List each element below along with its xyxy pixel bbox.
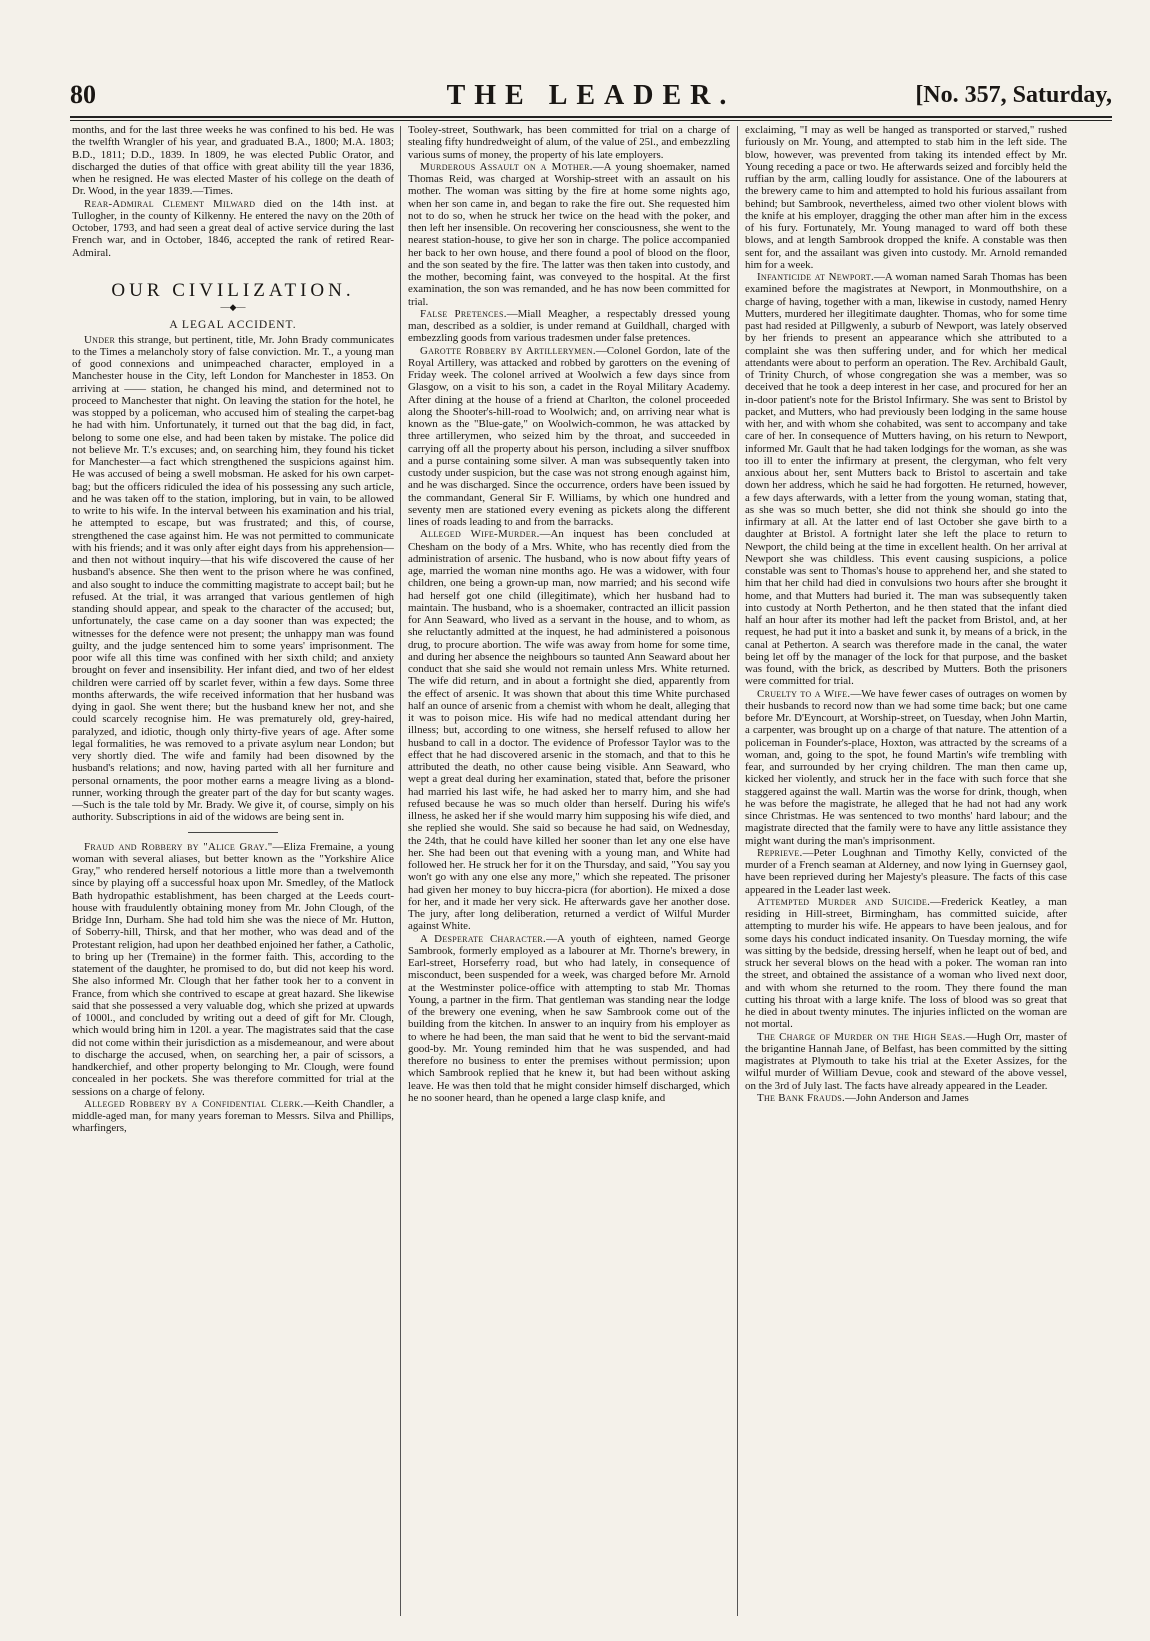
article-text: —Miall Meagher, a respectably dressed young man, described as a soldier, is under remand at Guildhall, charged with embezzling goods from various tradesmen under false pretences. bbox=[408, 307, 730, 345]
article-paragraph bbox=[72, 1098, 394, 1135]
column-divider bbox=[737, 126, 738, 1616]
article-text: —An inquest has been concluded at Chesham on the body of a Mrs. White, who has recently died from the administration of arsenic. The husband, who is now about fifty years of age, married the woman nine months ago. He was a widower, with four children, one being a grown-up man, now married; and his second wife had herself got one child (illegitimate), which her husband had to maintain. The husband, who is a shoemaker, contracted an illicit passion for Ann Seaward, who lived as a servant in the house, and to whom, as she reluctantly admitted at the inquest, he had administered a poisonous drug, to procure abortion. The wife was away from home for some time, and during her absence the neighbours so taunted Ann Seaward about her conduct that she said she would not remain unless Mrs. White returned. The wife did return, and in about a fortnight she died, apparently from the effect of arsenic. It was shown that about this time White purchased half an ounce of arsenic from a chemist with whom he dealt, alleging that it was to poison mice. His wife had no medical attendant during her illness; but, according to one witness, she herself refused to allow her husband to call in a doctor. The evidence of Professor Taylor was to the effect that he had discovered arsenic in the stomach, and that to this he attributed the death, no other cause being visible. Ann Seaward, who wept a great deal during her examination, stated that, before the prisoner had married his last wife, he had asked her to marry him, and she had refused because he was so much older than herself. During his wife's illness, he asked her if she would marry him supposing his wife died, and she replied she would. She said so because he had said, on Wednesday, the 24th, that he could have killed her sooner than let any one else have her. She had been out that evening with a young man, and White had followed her. He struck her for it on the Thursday, and said, "You say you won't go with any one else any more," which she repeated. The prisoner had given her money to buy hiccra-picra (for abortion). He mixed a dose for her, and it made her very sick. He afterwards gave her another dose. The jury, after long deliberation, returned a verdict of Wilful Murder against White. bbox=[408, 528, 730, 933]
masthead-title: THE LEADER. bbox=[446, 80, 736, 111]
article-text: —Hugh Orr, master of the brigantine Hannah Jane, of Belfast, has been committed by the sitting magistrates at Plymouth to take his trial at the Exeter Assizes, for the wilful murder of William Devue, cook and steward of the above vessel, on the 3rd of July last. The facts have already appeared in the Leader. bbox=[745, 1030, 1067, 1092]
header-rule bbox=[70, 116, 1112, 118]
article-heading: False Pretences. bbox=[420, 307, 507, 320]
section-title: OUR CIVILIZATION. bbox=[111, 279, 355, 301]
article-paragraph bbox=[745, 847, 1067, 896]
issue-label: [No. 357, Saturday, bbox=[915, 82, 1112, 108]
article-heading: Murderous Assault on a Mother. bbox=[420, 160, 593, 173]
article-paragraph bbox=[408, 345, 730, 529]
header-rule-thin bbox=[70, 120, 1112, 121]
article-paragraph bbox=[72, 841, 394, 1098]
page-header bbox=[70, 80, 1112, 114]
article-paragraph: exclaiming, "I may as well be hanged as transported or starved," rushed furiously on Mr. Young, and attempted to stab him in the left side. The blow, however, was prevented from taking its intended effect by Mr. Young receding a pace or two. He afterwards seized and forcibly held the ruffian by the arm, calling loudly for assistance. One of the labourers at the brewery came to him and attempted to hold his furious assailant from behind; but Sambrook, nevertheless, aimed two other violent blows with the knife at his employer, dragging the other man after him in the excess of his fury. Fortunately, Mr. Young managed to ward off both these blows, and at length Sambrook dropped the knife. A constable was then sent for, and the assailant was given into custody. Mr. Arnold remanded him for a week. bbox=[745, 124, 1067, 271]
article-heading: Infanticide at Newport. bbox=[757, 271, 875, 283]
article-text: —John Anderson and James bbox=[845, 1091, 969, 1104]
article-subheading: A LEGAL ACCIDENT. bbox=[169, 319, 297, 332]
article-heading: The Bank Frauds. bbox=[757, 1091, 846, 1104]
article-text: —Colonel Gordon, late of the Royal Artillery, was attacked and robbed by garotters on the evening of Friday week. The colonel arrived at Woolwich a few days since from Glasgow, on a visit to his son, a cadet in the Royal Military Academy. After dining at the house of a friend at Charlton, the colonel proceeded along the Shooter's-hill-road to Woolwich; and, on arriving near what is known as the "Blue-gate," on Woolwich-common, he was attacked by three artillerymen, who seized him by the throat, and succeeded in carrying off all the property about his person, including a silver snuffbox and a purse containing some silver. A man was subsequently taken into custody under suspicion, but the case was not strong enough against him, and he was discharged. Since the occurrence, orders have been issued by the commandant, General Sir F. Williams, by which one hundred and seventy men are stationed every evening as pickets along the different lines of roads leading to and from the barracks. bbox=[408, 344, 730, 528]
column-2 bbox=[408, 124, 730, 1619]
article-text: —Peter Loughnan and Timothy Kelly, convicted of the murder of a French seaman at Alderney, and now lying in Guernsey gaol, have been reprieved during her Majesty's pleasure. The facts of this case appeared in the Leader last week. bbox=[745, 846, 1067, 896]
column-1 bbox=[72, 124, 394, 1619]
article-heading: Under bbox=[84, 333, 116, 346]
article-text: —A woman named Sarah Thomas has been examined before the magistrates at Newport, in Monmouthshire, on a charge of having, together with a man, likewise in custody, named Henry Mutters, murdered her illegitimate daughter. Thomas, who for some time past had resided at Pillgwenly, a suburb of Newport, was lately observed by her friends to present an appearance which she attributed to a complaint she was then suffering under, and for which her medical attendants were about to perform an operation. The Rev. Archibald Gault, of Trinity Church, of whose congregation she was a member, was so deceived that he took a deep interest in her case, and procured for her an in-door patient's note for the Bristol Infirmary. She was sent to Bristol by packet, and Mutters, who had previously been lodging in the same house with her, and with whom she cohabited, was sent to accompany and take care of her. In consequence of Mutters having, on his return to Newport, informed Mr. Gault that he had taken lodgings for the woman, as she was too ill to enter the infirmary at present, the clergyman, who felt very anxious about her, sent Mutters back to Bristol to ascertain and take down her address, which he said he had forgotten. He returned, however, a few days afterwards, with a letter from the young woman, stating that, as she was so much better, she did not think she should go into the infirmary at all. At the latter end of last October she gave birth to a daughter at Bristol. A fortnight later she left the place to return to Newport, the child being at the time in excellent health. On her arrival at Newport she was childless. This event causing suspicions, a police constable was sent to Thomas's house to apprehend her, and she stated to him that her child had died in convulsions two hours after she brought it home, and that Mutters had buried it. The man was subsequently taken into custody at North Petherton, and he then stated that the infant died half an hour after its mother had left the packet from Bristol, and, at her request, he had put it into a basket and sunk it, by means of a brick, in the canal at Petherton. A search was therefore made in the canal, the water being let off by the manager of the lock for that purpose, and the basket was found, with the brick, as described by Mutters. Both the prisoners were committed for trial. bbox=[745, 271, 1067, 688]
page-number: 80 bbox=[70, 80, 96, 109]
article-paragraph bbox=[408, 161, 730, 308]
article-heading: Garotte Robbery by Artillerymen. bbox=[420, 344, 596, 357]
article-text: —A young shoemaker, named Thomas Reid, was charged at Worship-street with an assault on his mother. The woman was sitting by the fire at home some nights ago, when her son came in, and began to rake the fire out. She requested him not to do so, when he struck her twice on the head with the poker, and then left her insensible. On recovering her consciousness, she went to the nearest station-house, to give her son in charge. The police accompanied her back to her own house, and there found a pool of blood on the floor, and the son seated by the fire. The latter was then taken into custody, and the mother, becoming faint, was conveyed to the hospital. At the first examination, the son was remanded, and he has now been committed for trial. bbox=[408, 160, 730, 308]
column-3 bbox=[745, 124, 1067, 1619]
article-paragraph: months, and for the last three weeks he was confined to his bed. He was the twelfth Wrangler of his year, and graduated B.A., 1800; M.A. 1803; B.D., 1811; D.D., 1839. In 1809, he was elected Public Orator, and discharged the duties of that office with great ability till the year 1836, when he resigned. He was elected Master of his college on the death of Dr. Wood, in the year 1839.—Times. bbox=[72, 124, 394, 198]
article-text: —A youth of eighteen, named George Sambrook, formerly employed as a labourer at Mr. Thorne's brewery, in Earl-street, Horseferry road, but who had lately, in consequence of misconduct, been suspended for a week, was charged before Mr. Arnold at the Westminster police-office with attempting to stab Mr. Thomas Young, a partner in the firm. That gentleman was standing near the lodge of the brewery one evening, when he saw Sambrook come out of the building from the kitchen. In answer to an inquiry from his employer as to where he had been, the man said that he went to bid the servant-maid good-by. Mr. Young reminded him that he was suspended, and had therefore no business to enter the premises without permission; upon which Sambrook replied that he knew it, but had been without asking leave. He was then told that he might consider himself discharged, which he no sooner heard, than he opened a large clasp knife, and bbox=[408, 932, 730, 1104]
article-text: died on the 14th inst. at Tullogher, in the county of Kilkenny. He entered the navy on the 20th of October, 1793, and had seen a great deal of active service during the last French war, and in October, 1846, accepted the rank of retired Rear-Admiral. bbox=[72, 197, 394, 259]
article-paragraph bbox=[745, 688, 1067, 847]
article-heading: Alleged Wife-Murder. bbox=[420, 528, 540, 541]
article-paragraph bbox=[408, 528, 730, 932]
article-text: —We have fewer cases of outrages on women by their husbands to record now than we had some time back; but one came before Mr. D'Eyncourt, at Worship-street, on Tuesday, when John Martin, a carpenter, was brought up on a charge of that nature. The attention of a policeman in Founder's-place, Hoxton, was attracted by the screams of a woman, and, going to the spot, he found Martin's wife trembling with fear, and surrounded by her crying children. The man then came up, kicked her violently, and struck her in the face with such force that she staggered against the wall. Martin was the worse for drink, though, when he was before the magistrate, he alleged that he had not had any work since Christmas. He was sentenced to two months' hard labour; and the magistrate directed that the family were to have any little assistance they might want during the man's imprisonment. bbox=[745, 687, 1067, 847]
article-paragraph bbox=[745, 896, 1067, 1031]
article-paragraph bbox=[745, 1092, 1067, 1104]
article-paragraph bbox=[72, 334, 394, 824]
article-heading: Reprieve. bbox=[757, 846, 803, 859]
article-text: this strange, but pertinent, title, Mr. John Brady communicates to the Times a melancholy story of false conviction. Mr. T., a young man of good connexions and unimpeached character, employed in a Manchester house in the City, left London for Manchester in 1853. On arriving at —— station, he changed his mind, and determined not to proceed to Manchester that night. On leaving the station for the hotel, he was stopped by a policeman, who accused him of stealing the carpet-bag he had with him. Unfortunately, it turned out that the bag did, in fact, belong to some one else, and had been taken by mistake. The police did not believe Mr. T.'s excuses; and, on searching him, they found his ticket for Manchester—a fact which strengthened the suspicions against him. He was accused of being a swell mobsman. He asked for his own carpet-bag; but the officers ridiculed the idea of his possessing any such article, and he was taken off to the station, imploring, but in vain, to be allowed to write to his wife. In the interval between his examination and his trial, he attempted to escape, but was frustrated; and this, of course, strengthened the case against him. He was not permitted to communicate with his friends; and it was only after eight days from his apprehension—and then not without inquiry—that his wife discovered the cause of her husband's absence. She then went to the prison where he was confined, and also sought to induce the committing magistrate to accept bail; but he refused. At the trial, it was arranged that various gentlemen of high standing should appear, and speak to the character of the accused; but, unfortunately, the case came on a day sooner than was expected; the witnesses for the defence were not present; the unhappy man was found guilty, and the judge sentenced him to some years' imprisonment. The poor wife all this time was confined with her sixth child; and anxiety brought on fever and insensibility. Her infant died, and two of her eldest children were carried off by scarlet fever, within a few days. Some three months afterwards, the wife received information that her husband was dying in gaol. She went there; but the husband knew her not, and she could scarcely recognise him. He was prematurely old, grey-haired, paralyzed, and idiotic, though only thirty-five years of age. After some legal formalities, he was removed to a private asylum near London; but very shortly died. The wife and family had been disowned by the husband's relations; and now, having parted with all her furniture and personal ornaments, the poor mother earns a meagre living as a blond-runner, working through the greater part of the day for but scanty wages.—Such is the tale told by Mr. Brady. We give it, of course, simply on his authority. Subscriptions in aid of the widows are being sent in. bbox=[72, 333, 394, 824]
separator-rule bbox=[188, 832, 278, 833]
ornament: —◆— bbox=[220, 302, 246, 312]
article-paragraph bbox=[72, 198, 394, 259]
article-text: —Keith Chandler, a middle-aged man, for many years foreman to Messrs. Silva and Phillips, wharfingers, bbox=[72, 1097, 394, 1135]
article-paragraph bbox=[745, 1031, 1067, 1092]
article-heading: A Desperate Character. bbox=[420, 932, 547, 945]
article-heading: Cruelty to a Wife. bbox=[757, 687, 851, 700]
article-text: —Eliza Fremaine, a young woman with several aliases, but better known as the "Yorkshire Alice Gray," who rendered herself notorious a little more than a twelvemonth since by playing off a successful hoax upon Mr. Smedley, of the Matlock Bath hydropathic establishment, has been charged at the Leeds court-house with fraudulently obtaining money from Mr. John Clough, of the Bridge Inn, Durham. She had told him she was the niece of Mr. Hutton, of Soberry-hill, Thirsk, and that her mother, who was dead and of the Protestant religion, had upon her deathbed enjoined her father, a Catholic, to bring up her (Tremaine) in the former faith. This, according to the statement of the daughter, he promised to do, but did not keep his word. She also informed Mr. Clough that her father took her to a convent in France, from which she contrived to escape at great hazard. She likewise said that she possessed a very valuable dog, which she prized at upwards of 1000l., and concluded by writing out a deed of gift for Mr. Clough, which would bring him in 120l. a year. The magistrates said that the case did not come within their jurisdiction as a misdemeanour, and were about to discharge the accused, when, on searching her, a pair of scissors, a handkerchief, and other property belonging to Mr. Clough, were found concealed in her pockets. She was therefore committed for trial at the sessions on a charge of felony. bbox=[72, 840, 394, 1098]
article-heading: Rear-Admiral Clement Milward bbox=[84, 197, 256, 210]
article-paragraph: Tooley-street, Southwark, has been committed for trial on a charge of stealing fifty hundredweight of alum, of the value of 25l., and embezzling various sums of money, the property of his late employers. bbox=[408, 124, 730, 161]
article-heading: The Charge of Murder on the High Seas. bbox=[757, 1030, 966, 1043]
article-heading: Attempted Murder and Suicide. bbox=[757, 895, 931, 908]
article-heading: Fraud and Robbery by "Alice Gray." bbox=[84, 840, 273, 853]
article-text: —Frederick Keatley, a man residing in Hill-street, Birmingham, has committed suicide, after attempting to murder his wife. He appears to have been jealous, and for some days his conduct indicated insanity. On Tuesday morning, the wife was sitting by the bedside, dressing herself, when he leapt out of bed, and struck her several blows on the head with a poker. The woman ran into the street, and obtained the assistance of a woman who lived next door, and with whom she returned to the room. They there found the man cutting his throat with a large knife. The loss of blood was so great that he died in about twenty minutes. The injuries inflicted on the woman are not mortal. bbox=[745, 895, 1067, 1031]
article-paragraph bbox=[408, 933, 730, 1105]
article-heading: Alleged Robbery by a Confidential Clerk. bbox=[84, 1097, 304, 1110]
article-paragraph bbox=[408, 308, 730, 345]
column-divider bbox=[400, 126, 401, 1616]
article-paragraph bbox=[745, 271, 1067, 688]
